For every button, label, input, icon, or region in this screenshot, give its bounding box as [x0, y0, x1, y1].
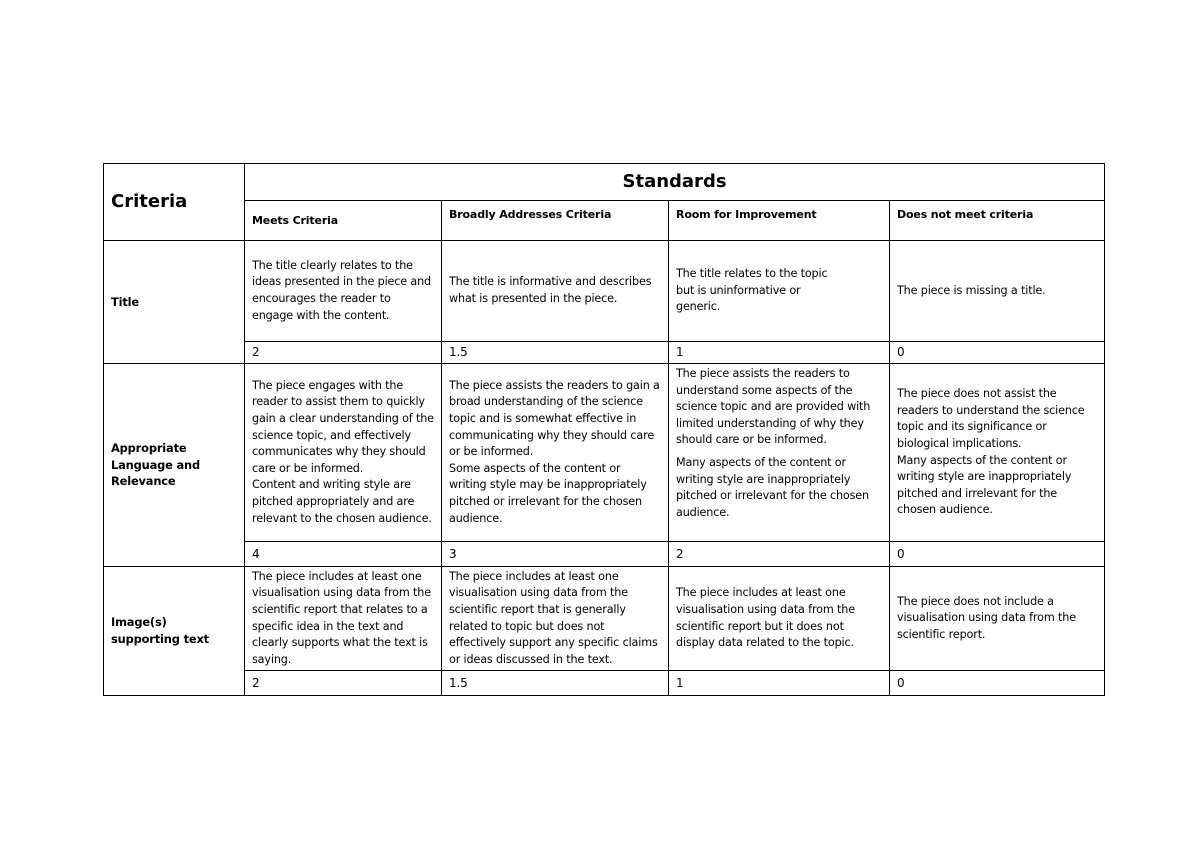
score-cell: 2	[669, 542, 890, 567]
rubric-table	[103, 163, 1105, 696]
descriptor-cell	[890, 364, 1105, 542]
descriptor-text: The piece assists the readers to understand some aspects of the science topic and are provided with limited understanding of why they should care or be informed.	[676, 367, 871, 447]
score-cell: 1.5	[442, 342, 669, 364]
descriptor-text: Content and writing style are pitched appropriately and are relevant to the chosen audience.	[252, 478, 432, 525]
descriptor-text: The piece does not assist the readers to understand the science topic and its significance or biological implications.	[897, 387, 1085, 450]
criterion-language-relevance: Appropriate Language and Relevance	[104, 364, 245, 567]
descriptor-cell	[890, 241, 1105, 342]
descriptor-cell	[442, 241, 669, 342]
descriptor-text: The piece includes at least one visualisation using data from the scientific report but it does not display data related to the topic.	[676, 586, 855, 650]
descriptor-text: Many aspects of the content or writing style are inappropriately pitched or irrelevant for the chosen audience.	[676, 455, 869, 519]
descriptor-text: The piece is missing a title.	[897, 283, 1046, 297]
score-cell: 3	[442, 542, 669, 567]
score-cell: 0	[890, 542, 1105, 567]
descriptor-cell	[669, 364, 890, 542]
descriptor-text: The piece does not include a visualisation using data from the scientific report.	[897, 594, 1076, 641]
score-cell: 4	[245, 542, 442, 567]
score-cell: 1	[669, 671, 890, 696]
descriptor-cell	[245, 567, 442, 671]
criterion-title: Title	[104, 241, 245, 364]
descriptor-text: The title clearly relates to the ideas presented in the piece and encourages the reader to engage with the content.	[252, 258, 432, 322]
descriptor-cell	[442, 364, 669, 542]
level-does-not-meet: Does not meet criteria	[890, 201, 1105, 241]
descriptor-cell	[245, 241, 442, 342]
descriptor-cell	[245, 364, 442, 542]
descriptor-cell	[890, 567, 1105, 671]
score-cell: 1	[669, 342, 890, 364]
descriptor-text: The piece includes at least one visualisation using data from the scientific report that is generally related to topic but does not effectively support any specific claims or ideas discussed in the text.	[449, 569, 658, 666]
criterion-images: Image(s) supporting text	[104, 567, 245, 696]
descriptor-text: Some aspects of the content or writing style may be inappropriately pitched or irrelevant for the chosen audience.	[449, 461, 647, 525]
level-room-for-improvement: Room for Improvement	[669, 201, 890, 241]
descriptor-text: The piece assists the readers to gain a broad understanding of the science topic and is somewhat effective in communicating why they should care or be informed.	[449, 378, 660, 459]
level-broadly-addresses: Broadly Addresses Criteria	[442, 201, 669, 241]
score-cell: 2	[245, 342, 442, 364]
score-cell: 0	[890, 671, 1105, 696]
descriptor-text: The piece engages with the reader to assist them to quickly gain a clear understanding of the science topic, and effectively communicates why they should care or be informed.	[252, 378, 434, 475]
score-cell: 1.5	[442, 671, 669, 696]
standards-header: Standards	[245, 164, 1105, 201]
descriptor-line: generic.	[676, 300, 721, 314]
level-meets-criteria: Meets Criteria	[245, 201, 442, 241]
score-cell: 0	[890, 342, 1105, 364]
descriptor-text: Many aspects of the content or writing style are inappropriately pitched and irrelevant for the chosen audience.	[897, 453, 1072, 517]
descriptor-text: The piece includes at least one visualisation using data from the scientific report that relates to a specific idea in the text and clearly supports what the text is saying.	[252, 569, 431, 666]
score-cell: 2	[245, 671, 442, 696]
descriptor-text: The title is informative and describes what is presented in the piece.	[449, 275, 652, 305]
descriptor-line: The title relates to the topic	[676, 267, 828, 281]
descriptor-cell	[669, 567, 890, 671]
criteria-header: Criteria	[104, 164, 245, 241]
descriptor-cell	[442, 567, 669, 671]
descriptor-line: but is uninformative or	[676, 283, 801, 297]
descriptor-cell	[669, 241, 890, 342]
